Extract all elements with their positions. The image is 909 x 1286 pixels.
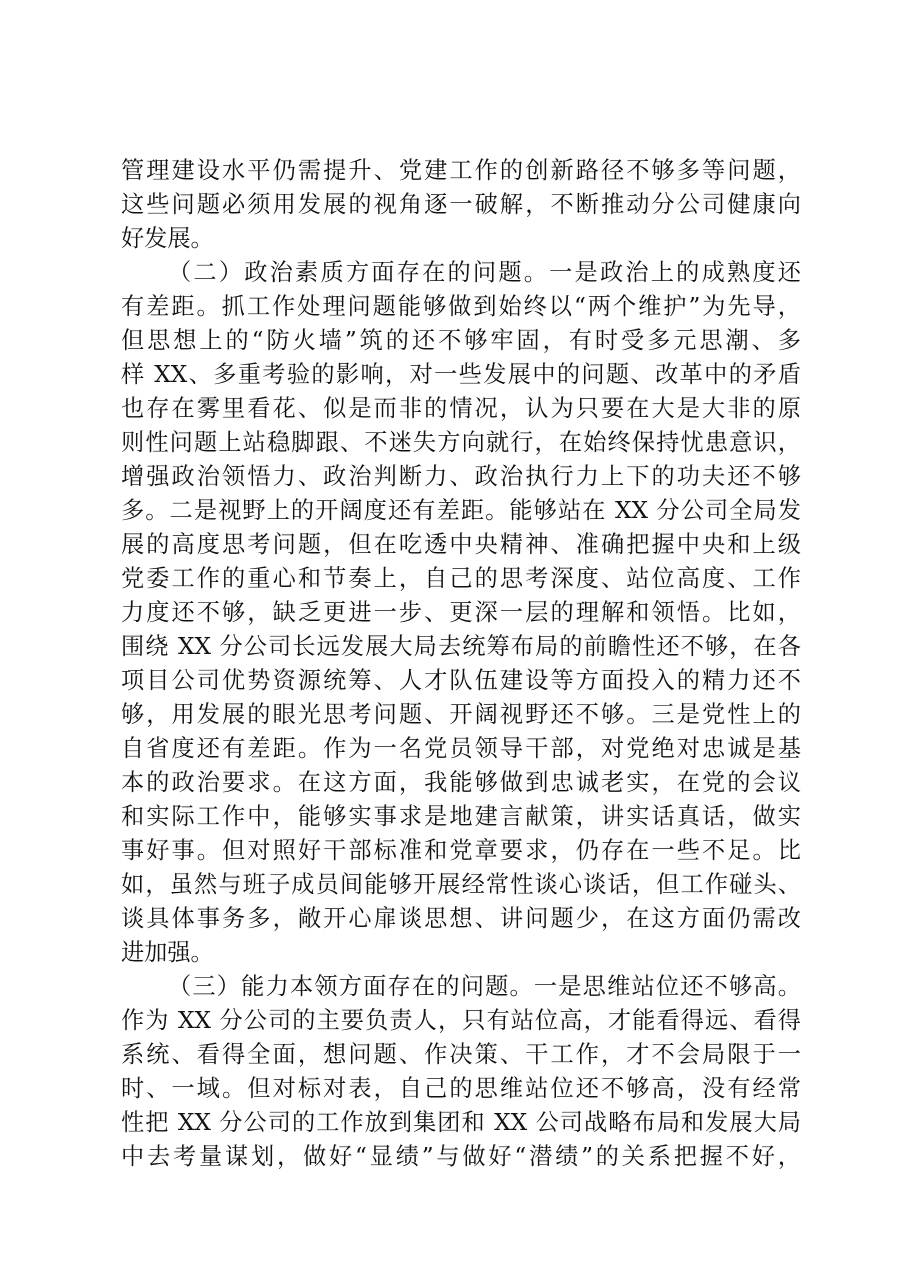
body-text-line: 也存在雾里看花、似是而非的情况，认为只要在大是大非的原 bbox=[121, 395, 801, 422]
body-text-line: 增强政治领悟力、政治判断力、政治执行力上下的功夫还不够 bbox=[121, 463, 801, 490]
body-text-line: 力度还不够，缺乏更进一步、更深一层的理解和领悟。比如， bbox=[121, 599, 801, 626]
body-text-line: 多。二是视野上的开阔度还有差距。能够站在 XX 分公司全局发 bbox=[121, 497, 801, 524]
body-text-line: 样 XX、多重考验的影响，对一些发展中的问题、改革中的矛盾 bbox=[121, 361, 801, 388]
body-text-line: 项目公司优势资源统筹、人才队伍建设等方面投入的精力还不 bbox=[121, 667, 801, 694]
body-text-line: 展的高度思考问题，但在吃透中央精神、准确把握中央和上级 bbox=[121, 531, 801, 558]
body-text-line: 自省度还有差距。作为一名党员领导干部，对党绝对忠诚是基 bbox=[121, 735, 801, 762]
body-text-line: 和实际工作中，能够实事求是地建言献策，讲实话真话，做实 bbox=[121, 803, 801, 830]
body-text-line: 性把 XX 分公司的工作放到集团和 XX 公司战略布局和发展大局 bbox=[121, 1109, 801, 1136]
body-text-line: 有差距。抓工作处理问题能够做到始终以“两个维护”为先导， bbox=[121, 293, 801, 320]
body-text-line: 事好事。但对照好干部标准和党章要求，仍存在一些不足。比 bbox=[121, 837, 801, 864]
body-text-line: 管理建设水平仍需提升、党建工作的创新路径不够多等问题， bbox=[121, 157, 801, 184]
body-text-line: 中去考量谋划，做好“显绩”与做好“潜绩”的关系把握不好， bbox=[121, 1143, 801, 1170]
body-text-line: 这些问题必须用发展的视角逐一破解，不断推动分公司健康向 bbox=[121, 191, 801, 218]
body-text-line: 好发展。 bbox=[121, 225, 214, 252]
section-heading-line: （二）政治素质方面存在的问题。一是政治上的成熟度还 bbox=[168, 259, 801, 286]
body-text-line: 党委工作的重心和节奏上，自己的思考深度、站位高度、工作 bbox=[121, 565, 801, 592]
body-text-line: 围绕 XX 分公司长远发展大局去统筹布局的前瞻性还不够，在各 bbox=[121, 633, 801, 660]
body-text-line: 如，虽然与班子成员间能够开展经常性谈心谈话，但工作碰头、 bbox=[121, 871, 801, 898]
body-text-line: 本的政治要求。在这方面，我能够做到忠诚老实，在党的会议 bbox=[121, 769, 801, 796]
body-text-line: 系统、看得全面，想问题、作决策、干工作，才不会局限于一 bbox=[121, 1041, 801, 1068]
body-text-line: 作为 XX 分公司的主要负责人，只有站位高，才能看得远、看得 bbox=[121, 1007, 801, 1034]
body-text-line: 进加强。 bbox=[121, 939, 214, 966]
body-text-line: 但思想上的“防火墙”筑的还不够牢固，有时受多元思潮、多 bbox=[121, 327, 801, 354]
body-text-line: 则性问题上站稳脚跟、不迷失方向就行，在始终保持忧患意识， bbox=[121, 429, 801, 456]
body-text-line: 谈具体事务多，敞开心扉谈思想、讲问题少，在这方面仍需改 bbox=[121, 905, 801, 932]
body-text-line: 够，用发展的眼光思考问题、开阔视野还不够。三是党性上的 bbox=[121, 701, 801, 728]
body-text-line: 时、一域。但对标对表，自己的思维站位还不够高，没有经常 bbox=[121, 1075, 801, 1102]
section-heading-line: （三）能力本领方面存在的问题。一是思维站位还不够高。 bbox=[168, 973, 801, 1000]
